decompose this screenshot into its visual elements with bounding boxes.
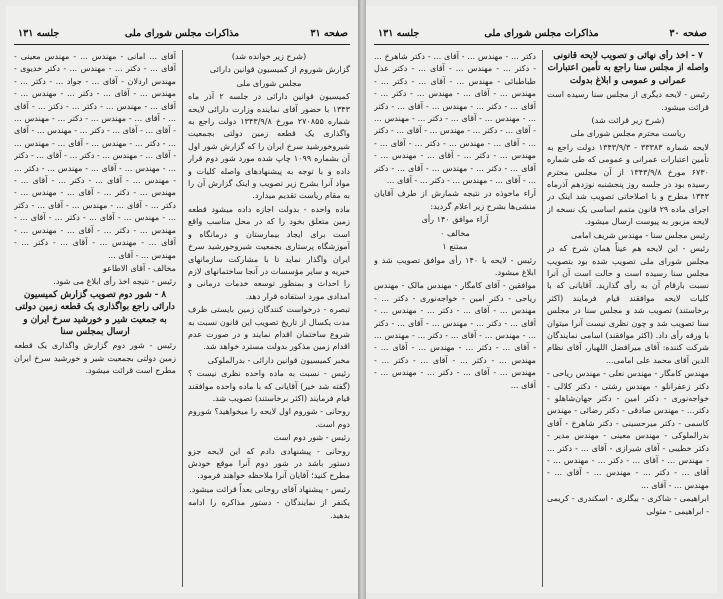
section-heading: ۷ - اخذ رأی نهائی و تصویب لایحه قانونی واصله از مجلس سنا راجع به تأمین اعتبارات عمرانی و عمومی و ابلاغ بدولت	[547, 51, 709, 86]
editorial-note: مجلس شورای ملی	[236, 77, 302, 88]
header-rule	[374, 44, 709, 45]
editorial-note: ریاست محترم مجلس شورای ملی	[570, 128, 686, 139]
page-number: صفحه ۳۱	[310, 28, 348, 39]
paragraph: ممتنع ۱	[442, 241, 468, 252]
column-divider	[182, 50, 183, 587]
paragraph: مخالف ۰	[440, 227, 470, 238]
page-title: مذاکرات مجلس شورای ملی	[484, 28, 599, 39]
text-column-right	[188, 50, 350, 587]
paragraph: لایحه شماره ۳۳۳۸۳ - ۱۳۴۳/۹/۳ دولت راجع به تأمین اعتبارات عمرانی و عمومی که طی شماره ۶۷۳۰ مورخ ۱۳۴۳/۹/۸ از آن مجلس محترم رسیده بود در جلسه روز پنجشنبه نوزدهم آذرماه ۱۳۴۳ مطرح و با اصلاحاتی تصویب شد اینک در اجرای ماده ۲۹ قانون متمم اساسی یک نسخه از لایحه مزبور به پیوست ارسال میشود.	[547, 141, 709, 227]
column-divider	[542, 50, 543, 587]
page-30	[366, 6, 717, 593]
book-gutter	[358, 0, 366, 599]
paragraph: رئیس - شور دوم است	[273, 432, 350, 443]
paragraph: تبصره - درخواست کنندگان زمین بایستی ظرف مدت یکسال از تاریخ تصویب این قانون نسبت به شروع ساختمان اقدام نمایند و در صورت عدم اقدام زمین مذکور بدولت مسترد خواهد شد.	[188, 304, 350, 352]
header-rule	[14, 44, 350, 45]
paragraph: رئیس - شور دوم گزارش واگذاری یک قطعه زمین دولتی بجمعیت شیر و خورشید سرخ ایران مطرح است قرائت میشود.	[14, 340, 176, 376]
page-number: صفحه ۳۰	[669, 28, 707, 39]
paragraph: رئیس مجلس سنا - مهندس شریف امامی	[571, 229, 709, 240]
page-header	[374, 26, 709, 44]
page-31	[6, 6, 358, 593]
paragraph: دکتر ... - مهندس ... - آقای ... - دکتر شاهرخ ... - دکتر ... - مهندس ... - آقای ... - دکتر عدل طباطبائی - مهندس ... - آقای ... - دکتر ... - مهندس ... - آقای ... - مهندس ... - دکتر ... - آقای ... - دکتر ... - مهندس ... - آقای ... - دکتر ... - مهندس ... - آقای ... - دکتر ... - مهندس ... - آقای ... - دکتر ... - مهندس ... - آقای ... - دکتر ... - آقای ... - مهندس ... - دکتر ... - آقای ... - مهندس ... - دکتر ... - آقای ... - مهندس ... - آقای ... - دکتر ... - مهندس ... - آقای ... - دکتر ... - آقای ... - مهندس ... - دکتر ... - آقای ...	[374, 51, 536, 186]
paragraph: روحانی - شوروم اول لایحه را میخواهید؟ شوروم دوم است.	[188, 406, 350, 429]
session-number: جلسه ۱۳۱	[378, 28, 420, 39]
paragraph: آراء موافق ۱۴۰ رأی	[421, 214, 489, 225]
editorial-note: (شرح زیر قرائت شد)	[591, 115, 665, 126]
text-column-right	[547, 50, 709, 587]
paragraph: رئیس - پیشنهاد آقای روحانی بعداً قرائت میشود.	[189, 483, 350, 494]
page-title: مذاکرات مجلس شورای ملی	[124, 28, 240, 39]
paragraph: گزارش شوروم از کمیسیون قوانین دارائی	[209, 64, 350, 75]
text-column-left	[14, 50, 176, 587]
paragraph: آراء ماخوذه در نتیجه شمارش از طرف آقایان منشی‌ها بشرح زیر اعلام گردید:	[374, 188, 536, 211]
paragraph: رئیس - نتیجه اخذ رأی ابلاغ می شود.	[53, 276, 176, 287]
page-header	[14, 26, 350, 44]
paragraph: ابراهیمی - شاکری - بیگلری - اسکندری - کریمی - ابراهیمی - متولی	[547, 493, 709, 516]
paragraph: مخالف - آقای الاطاعو	[102, 262, 176, 273]
editorial-note: (شرح زیر خوانده شد)	[231, 51, 307, 61]
session-number: جلسه ۱۳۱	[18, 28, 60, 39]
paragraph: رئیس - لایحه با ۱۴۰ رأی موافق تصویب شد و ابلاغ میشود.	[374, 254, 536, 277]
paragraph: مهندس کامگار - مهندس نعلی - مهندس ریاحی - دکتر زعفرانلو - مهندس رشتی - دکتر کلالی - خواجه‌نوری - دکتر امین - دکتر جهان‌شاهلو - دکتر... - مهندس صادقی - دکتر رضائی - مهندس کاسمی - دکتر میرحسینی - دکتر شاهرخ - آقای بدرالملوکی - مهندس معینی - مهندس مدیر - دکتر خطیبی - آقای شیرازی - آقای ... - دکتر ... - مهندس ... - آقای ... - دکتر ... - مهندس ... - آقای ... - دکتر ... - مهندس ... - آقای ... - مهندس ... - آقای ...	[547, 368, 709, 490]
paragraph: روحانی - پیشنهادی دادم که این لایحه جزو دستور باشد در شور دوم آنرا موقع خودش مطرح کنید؛ آقایان آنرا ملاحظه خواهند فرمود.	[188, 445, 350, 481]
paragraph: آقای ... امانی - مهندس ... - مهندس معینی - آقای ... - دکتر ... - مهندس ... - دکتر خدیوی - مهندس اردلان - آقای ... - جواد ... - دکتر ... - مهندس ... - آقای ... - دکتر ... - مهندس ... - آقای ... - مهندس ... - دکتر ... - دکتر ... - آقای ... - آقای ... - مهندس ... - دکتر ... - مهندس ... - آقای ... - آقای ... - دکتر ... - مهندس ... - آقای ... - دکتر ... - مهندس ... - آقای ... - مهندس ... - آقای ... - مهندس ... - دکتر ... - آقای ... - دکتر ... - مهندس ... - آقای ... - مهندس ... - دکتر ... - مهندس ... - آقای ... - دکتر ... - آقای ... - مهندس ... - دکتر ... - آقای ... - مهندس ... - دکتر ... - آقای ... - مهندس ... - آقای ... - دکتر ... - مهندس ... - آقای ... - دکتر ... - آقای ... - مهندس ... - دکتر ... - آقای ... - مهندس ... - آقای ... - مهندس ... - آقای ... - دکتر ... - مهندس ... - آقای ...	[14, 51, 176, 260]
paragraph: رئیس - لایحه دیگری از مجلس سنا رسیده است قرائت میشود.	[547, 89, 709, 112]
text-column-left	[374, 50, 536, 587]
paragraph: رئیس - این لایحه هم عیناً همان شرح که در مجلس شورای ملی تصویب شده بود بتصویب مجلس سنا رسیده است و حالت است آن آنرا نسبت بارقام آن به رأی گذارید. آقایانی که با کلیات لایحه موافقند قیام فرمایند (اکثر برخاستند) تصویب شد و مجلس سنا در مجلس سنا تصویب شد و چون نظری نیست آنرا میتوان با ورقه رأی داد. (اکثر موافقند) اسامی نمایندگان شرکت کننده: آقای میرافضل اللهیار، آقای نظام الدین آقای محمد علی امامی...	[547, 243, 709, 365]
section-heading: ۸ - شور دوم تصویب گزارش کمیسیون دارائی راجع بواگذاری یک قطعه زمین دولتی به جمعیت شیر و خورشید سرخ ایران و ارسال بمجلس سنا	[15, 289, 175, 337]
paragraph: یکنفر از نمایندگان - دستور مذاکره را ادامه بدهید.	[188, 497, 350, 520]
paragraph: کمیسیون قوانین دارائی در جلسه ۲ آذر ماه ۱۳۴۳ با حضور آقای نماینده وزارت دارائی لایحه شماره ۲۷۰۸۵۵ مورخ ۱۳۴۳/۹/۸ دولت راجع به واگذاری یک قطعه زمین دولتی بجمعیت شیروخورشید سرخ ایران را که گزارش شور اول آن بشماره ۱۰۹۹ چاپ شده مورد شور دوم قرار داده و با توجه به پیشنهادهای واصله کلیات و مواد آنرا بشرح زیر تصویب و اینک گزارش آن را به مقام ریاست تقدیم میدارد.	[188, 91, 350, 201]
paragraph: مخبر کمیسیون قوانین دارائی - بدرالملوکی	[207, 354, 350, 365]
paragraph: موافقین - آقای کامگار - مهندس مالک - مهندس ریاحی - دکتر امین - خواجه‌نوری - دکتر ... - مهندس ... - آقای ... - دکتر ... - مهندس ... - آقای ... - دکتر ... - مهندس ... - آقای ... - دکتر ... - مهندس ... - آقای ... - دکتر ... - مهندس ... - آقای ... - دکتر ... - مهندس ... - آقای ... - مهندس ... - دکتر ... - آقای ... - دکتر ... - مهندس ... - آقای ... - دکتر ... - مهندس ... - آقای ...	[374, 280, 536, 390]
paragraph: رئیس - نسبت به ماده واحده نظری نیست ؟ (گفته شد خیر) آقایانی که با ماده واحده موافقند قیام فرمایند (اکثر برخاستند) تصویب شد.	[188, 368, 350, 403]
paragraph: ماده واحده - بدولت اجازه داده میشود قطعه زمین متعلق بخود را که در محل مناسب واقع است برای ایجاد بیمارستان و درمانگاه و آموزشگاه پرستاری بجمعیت شیروخورشید سرخ ایران واگذار نماید تا با مشارکت سازمانهای خیریه و سایر مؤسسات در آنجا ساختمانهای لازم را احداث و بمنظور توسعه خدمات درمانی و امدادی مورد استفاده قرار دهد.	[188, 203, 350, 301]
